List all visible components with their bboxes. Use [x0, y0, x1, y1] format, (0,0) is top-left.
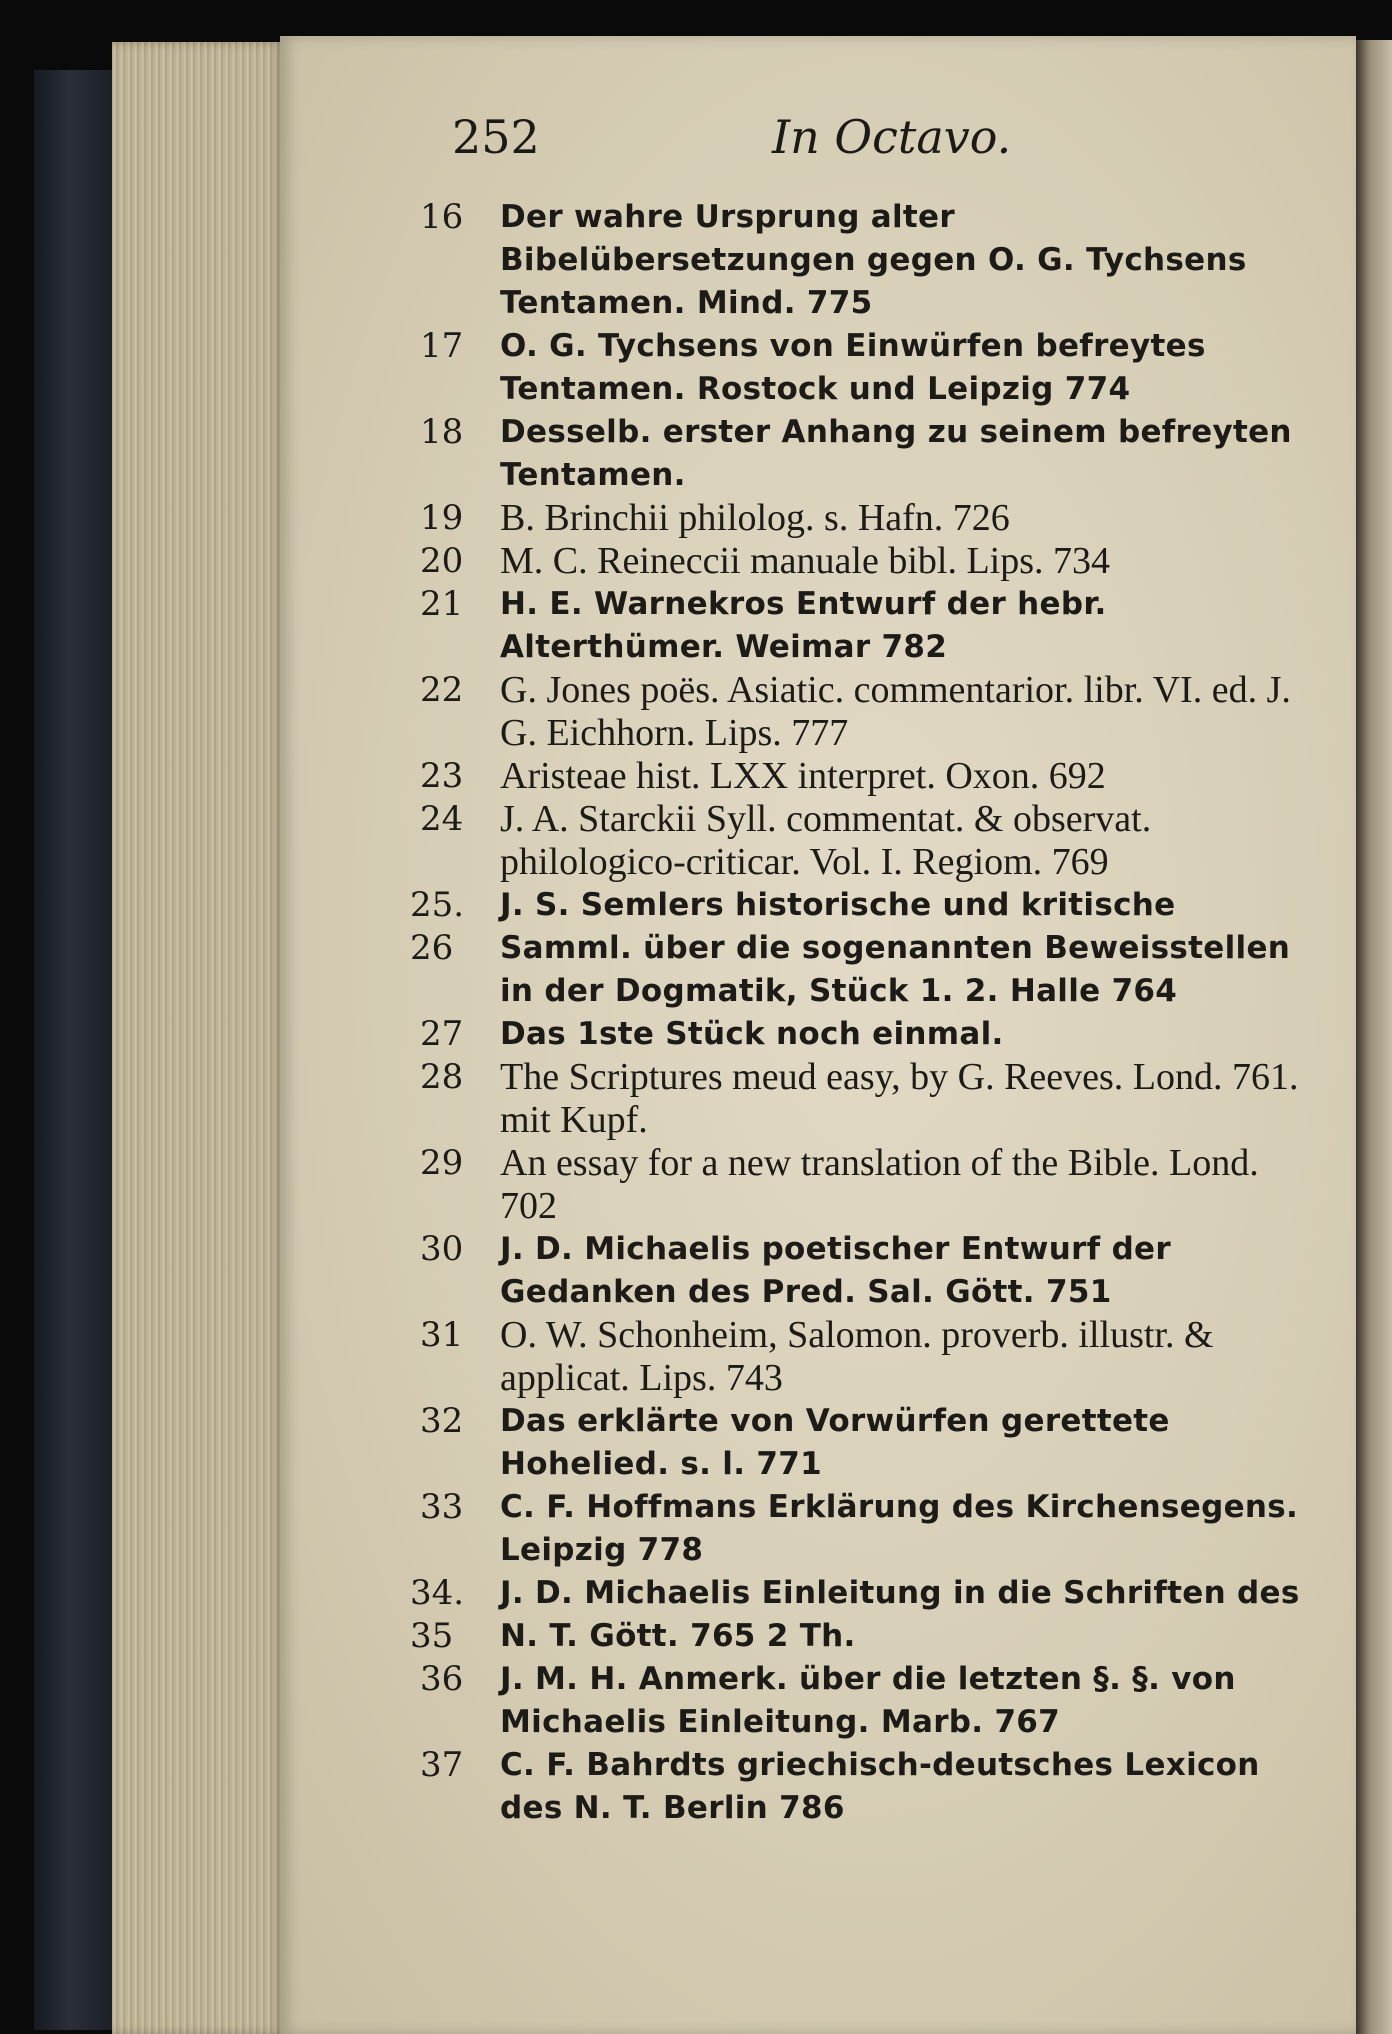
- entry-text: J. S. Semlers historische und kritische Samml. über die sogenannten Beweisstellen in der Dogmatik, Stück 1. 2. Halle 764: [500, 887, 1291, 1009]
- entry-text: H. E. Warnekros Entwurf der hebr. Alterthümer. Weimar 782: [500, 586, 1107, 665]
- entry-number: 32: [420, 1401, 464, 1441]
- entry-number: 25. 26: [410, 885, 465, 968]
- entry-text: J. D. Michaelis poetischer Entwurf der Gedanken des Pred. Sal. Gött. 751: [500, 1231, 1171, 1310]
- entry-number: 29: [420, 1143, 464, 1183]
- catalog-entry: [420, 798, 1300, 884]
- entry-text: B. Brinchii philolog. s. Hafn. 726: [500, 497, 1010, 539]
- entry-number: 19: [420, 498, 464, 538]
- entry-text: G. Jones poës. Asiatic. commentarior. libr. VI. ed. J. G. Eichhorn. Lips. 777: [500, 669, 1291, 754]
- entry-number: 22: [420, 670, 464, 710]
- entry-text: Das 1ste Stück noch einmal.: [500, 1016, 1004, 1052]
- facing-page-edge: [1356, 40, 1392, 2034]
- catalog-entry: [420, 196, 1300, 325]
- entry-text: O. W. Schonheim, Salomon. proverb. illustr. & applicat. Lips. 743: [500, 1314, 1214, 1399]
- catalog-entry: [420, 540, 1300, 583]
- catalog-entry: [420, 1486, 1300, 1572]
- entry-number: 17: [420, 326, 464, 366]
- entry-text: J. M. H. Anmerk. über die letzten §. §. von Michaelis Einleitung. Marb. 767: [500, 1661, 1236, 1740]
- page-edges: [112, 42, 284, 2034]
- catalog-entry: [410, 884, 1300, 1013]
- entry-number: 33: [420, 1487, 464, 1527]
- entry-number: 28: [420, 1057, 464, 1097]
- catalog-entry: [420, 325, 1300, 411]
- entry-text: Das erklärte von Vorwürfen gerettete Hohelied. s. l. 771: [500, 1403, 1170, 1482]
- catalog-entry: [420, 1013, 1300, 1056]
- catalog-entry: [410, 1572, 1300, 1658]
- catalog-entry: [420, 1744, 1300, 1830]
- catalog-entry: [420, 755, 1300, 798]
- entry-number: 31: [420, 1315, 464, 1355]
- catalog-entry: [420, 583, 1300, 669]
- entry-number: 20: [420, 541, 464, 581]
- catalog-entry: [420, 1056, 1300, 1142]
- running-head: In Octavo.: [772, 110, 1012, 164]
- entry-text: C. F. Hoffmans Erklärung des Kirchensegens. Leipzig 778: [500, 1489, 1299, 1568]
- catalog-entry: [420, 1142, 1300, 1228]
- catalog-entry: [420, 1658, 1300, 1744]
- entry-text: Desselb. erster Anhang zu seinem befreyten Tentamen.: [500, 414, 1292, 493]
- entry-text: C. F. Bahrdts griechisch-deutsches Lexicon des N. T. Berlin 786: [500, 1747, 1260, 1826]
- entry-number: 27: [420, 1014, 464, 1054]
- entry-text: Der wahre Ursprung alter Bibelübersetzungen gegen O. G. Tychsens Tentamen. Mind. 775: [500, 199, 1247, 321]
- entry-number: 34. 35: [410, 1573, 465, 1656]
- entry-number: 37: [420, 1745, 464, 1785]
- entry-text: The Scriptures meud easy, by G. Reeves. Lond. 761. mit Kupf.: [500, 1056, 1299, 1141]
- catalog-entry: [420, 411, 1300, 497]
- entry-number: 30: [420, 1229, 464, 1269]
- entry-text: M. C. Reineccii manuale bibl. Lips. 734: [500, 540, 1111, 582]
- page-number: 252: [452, 110, 540, 164]
- entry-text: J. D. Michaelis Einleitung in die Schriften des N. T. Gött. 765 2 Th.: [500, 1575, 1300, 1654]
- catalog-entry: [420, 669, 1300, 755]
- entry-number: 21: [420, 584, 464, 624]
- entry-number: 36: [420, 1659, 464, 1699]
- entry-text: Aristeae hist. LXX interpret. Oxon. 692: [500, 755, 1106, 797]
- catalog-entry: [420, 1400, 1300, 1486]
- catalog-entry: [420, 1314, 1300, 1400]
- catalog-entry: [420, 497, 1300, 540]
- entry-number: 24: [420, 799, 464, 839]
- entry-number: 18: [420, 412, 464, 452]
- entry-number: 16: [420, 197, 464, 237]
- catalog-entry-list: [410, 196, 1300, 1830]
- book-binding: [34, 70, 114, 2030]
- catalog-entry: [420, 1228, 1300, 1314]
- page-header: [452, 110, 1092, 170]
- entry-text: An essay for a new translation of the Bible. Lond. 702: [500, 1142, 1259, 1227]
- entry-text: J. A. Starckii Syll. commentat. & observat. philologico-criticar. Vol. I. Regiom. 769: [500, 798, 1152, 883]
- entry-number: 23: [420, 756, 464, 796]
- entry-text: O. G. Tychsens von Einwürfen befreytes Tentamen. Rostock und Leipzig 774: [500, 328, 1206, 407]
